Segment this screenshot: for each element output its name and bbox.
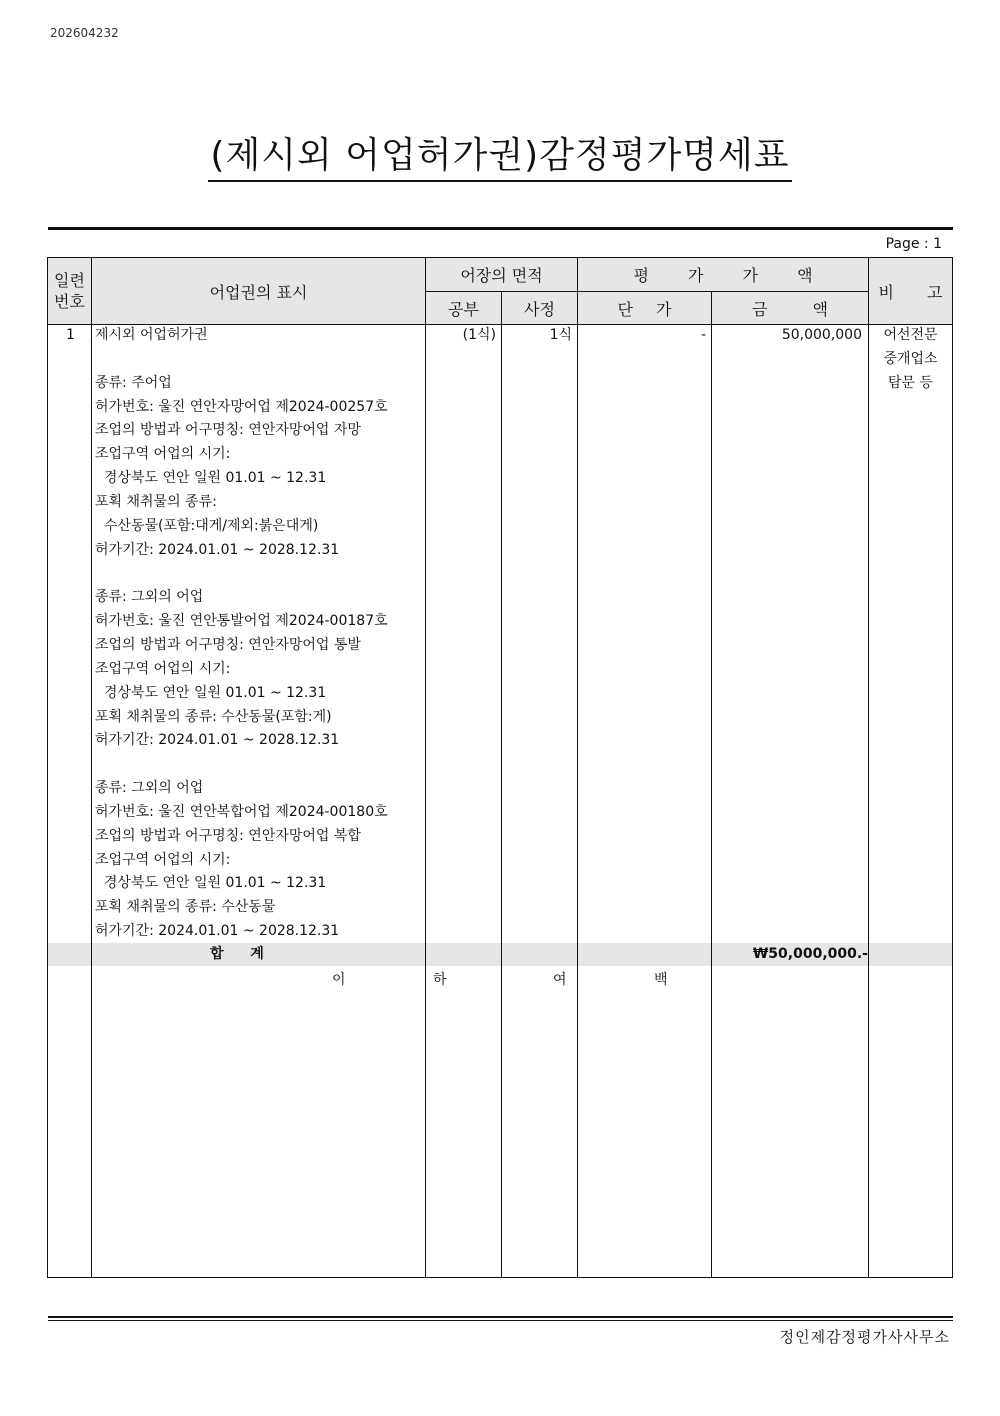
description-line	[95, 348, 388, 372]
description-line: 허가번호: 울진 연안통발어업 제2024-00187호	[95, 613, 388, 630]
header-serial	[48, 258, 91, 324]
header-amount-label: 금 액	[752, 299, 828, 319]
title-area	[0, 134, 1000, 182]
col-divider	[91, 258, 92, 1277]
header-area-public-label: 공부	[448, 299, 479, 319]
description-line: 조업의 방법과 어구명칭: 연안자망어업 통발	[95, 636, 361, 653]
col-divider	[501, 291, 502, 1277]
description-line	[95, 753, 388, 777]
col-divider	[425, 258, 426, 1277]
description-line: 종류: 그외의 어업	[95, 589, 204, 606]
col-divider	[711, 291, 712, 1277]
header-remarks-label: 비 고	[878, 282, 943, 302]
blank-mark-2: 하	[433, 972, 447, 988]
description-line: 조업의 방법과 어구명칭: 연안자망어업 자망	[95, 422, 361, 439]
page-number: Page : 1	[885, 236, 942, 252]
description-line: 포획 채취물의 종류: 수산동물(포함:게)	[95, 708, 332, 725]
description-line: 종류: 주어업	[95, 374, 172, 391]
document-id: 202604232	[50, 26, 119, 40]
rights-description	[95, 324, 388, 944]
remarks-line: 탐문 등	[887, 374, 934, 391]
header-serial-line2: 번호	[54, 292, 85, 311]
description-line: 허가번호: 울진 연안복합어업 제2024-00180호	[95, 803, 388, 820]
bottom-rule	[48, 1316, 953, 1318]
header-area-actual	[502, 292, 577, 324]
header-serial-line1: 일련	[54, 271, 85, 290]
blank-mark-4: 백	[654, 972, 668, 988]
description-line: 조업구역 어업의 시기:	[95, 851, 231, 868]
actual-area-value: 1식	[549, 327, 572, 343]
unit-price-value: -	[700, 327, 706, 343]
header-unit-price-label: 단 가	[617, 299, 672, 319]
description-line: 조업의 방법과 어구명칭: 연안자망어업 복합	[95, 827, 361, 844]
header-rights-desc-label: 어업권의 표시	[209, 282, 308, 302]
col-divider	[868, 258, 869, 1277]
blank-mark-3: 여	[553, 972, 567, 988]
description-line: 포획 채취물의 종류: 수산동물	[95, 899, 276, 916]
header-area-actual-label: 사정	[524, 299, 555, 319]
header-unit-price	[578, 292, 711, 324]
col-divider	[577, 258, 578, 1277]
header-amount	[712, 292, 868, 324]
description-line: 조업구역 어업의 시기:	[95, 660, 231, 677]
header-valuation	[578, 258, 868, 291]
description-line: 경상북도 연안 일원 01.01 ~ 12.31	[95, 875, 327, 892]
description-line: 허가기간: 2024.01.01 ~ 2028.12.31	[95, 732, 340, 749]
remarks-value	[869, 324, 952, 396]
row-divider	[425, 291, 868, 292]
public-area-value: (1식)	[462, 327, 496, 343]
description-line: 허가기간: 2024.01.01 ~ 2028.12.31	[95, 923, 340, 940]
header-rights-desc	[92, 258, 425, 324]
header-remarks	[869, 258, 952, 324]
total-amount: ₩50,000,000.-	[752, 946, 868, 962]
description-line: 제시외 어업허가권	[95, 327, 208, 343]
description-line	[95, 562, 388, 586]
description-line: 경상북도 연안 일원 01.01 ~ 12.31	[95, 470, 327, 487]
description-line: 허가번호: 울진 연안자망어업 제2024-00257호	[95, 398, 388, 415]
description-line: 종류: 그외의 어업	[95, 780, 204, 797]
description-line: 조업구역 어업의 시기:	[95, 446, 231, 463]
total-label: 합 계	[210, 946, 264, 962]
description-line: 경상북도 연안 일원 01.01 ~ 12.31	[95, 684, 327, 701]
appraisal-table	[47, 257, 953, 1278]
amount-value: 50,000,000	[781, 327, 862, 343]
blank-mark-1: 이	[332, 972, 346, 988]
remarks-line: 어선전문	[883, 327, 938, 343]
top-rule	[48, 227, 953, 230]
row-serial: 1	[66, 327, 75, 343]
header-area	[426, 258, 577, 291]
bottom-rule-thin	[48, 1320, 953, 1321]
description-line: 수산동물(포함:대게/제외:붉은대게)	[95, 517, 319, 534]
header-area-public	[426, 292, 501, 324]
description-line: 허가기간: 2024.01.01 ~ 2028.12.31	[95, 541, 340, 558]
page-title: (제시외 어업허가권)감정평가명세표	[208, 134, 791, 182]
office-name: 정인제감정평가사사무소	[779, 1328, 950, 1346]
remarks-line: 중개업소	[883, 350, 938, 367]
header-area-label: 어장의 면적	[460, 266, 543, 285]
description-line: 포획 채취물의 종류:	[95, 493, 217, 510]
header-valuation-label: 평 가 가 액	[633, 266, 813, 285]
